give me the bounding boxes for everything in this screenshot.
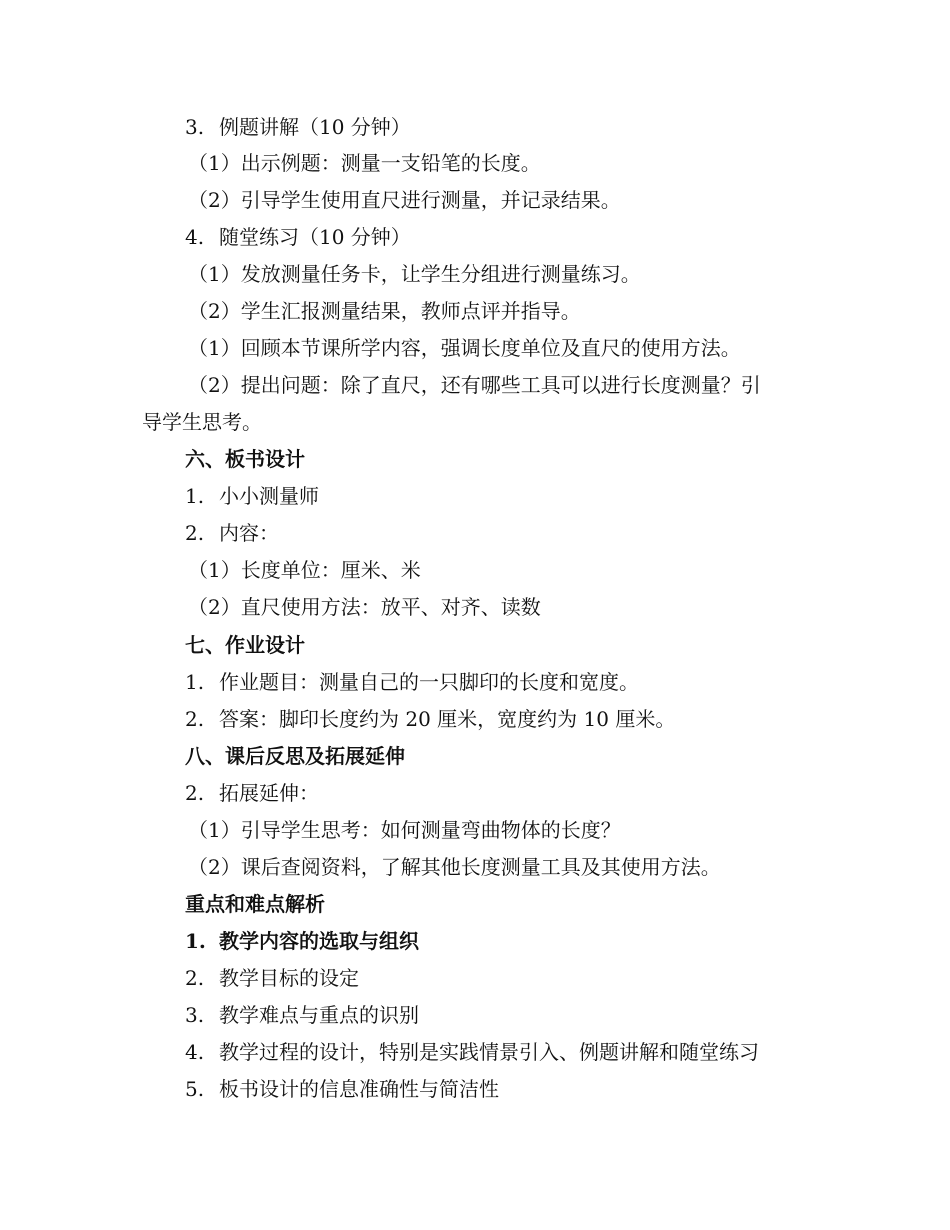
sub-item-continuation: 导学生思考。: [142, 410, 262, 434]
list-item: [185, 1002, 419, 1028]
list-item: [185, 780, 319, 806]
sub-item: （2）学生汇报测量结果，教师点评并指导。: [188, 299, 581, 323]
list-item: [185, 224, 411, 250]
sub-item: （1）回顾本节课所学内容，强调长度单位及直尺的使用方法。: [188, 336, 741, 360]
sub-item: （1）出示例题：测量一支铅笔的长度。: [188, 151, 541, 175]
section-heading: 重点和难点解析: [185, 892, 325, 916]
item-number: 2.: [185, 781, 205, 805]
list-item: [185, 669, 639, 695]
item-text: 小小测量师: [219, 484, 319, 508]
item-text: 例题讲解（10 分钟）: [219, 115, 411, 139]
item-number: 2.: [185, 966, 205, 990]
sub-item: （2）引导学生使用直尺进行测量，并记录结果。: [188, 188, 621, 212]
item-number: 3.: [185, 1003, 205, 1027]
item-text: 教学目标的设定: [219, 966, 359, 990]
item-text: 作业题目：测量自己的一只脚印的长度和宽度。: [219, 670, 639, 694]
item-text: 教学过程的设计，特别是实践情景引入、例题讲解和随堂练习: [219, 1040, 759, 1064]
item-text: 教学难点与重点的识别: [219, 1003, 419, 1027]
item-number: 1.: [185, 484, 205, 508]
item-number: 2.: [185, 521, 205, 545]
list-item: [185, 965, 359, 991]
sub-item: （1）引导学生思考：如何测量弯曲物体的长度？: [188, 818, 621, 842]
item-text: 答案：脚印长度约为 20 厘米，宽度约为 10 厘米。: [219, 707, 676, 731]
item-number: 4.: [185, 225, 205, 249]
sub-item: （2）课后查阅资料，了解其他长度测量工具及其使用方法。: [188, 855, 721, 879]
list-item: [185, 520, 279, 546]
item-text: 拓展延伸：: [219, 781, 319, 805]
list-item: [185, 706, 675, 732]
sub-item: （1）发放测量任务卡，让学生分组进行测量练习。: [188, 262, 641, 286]
list-item: [185, 1039, 759, 1065]
section-heading: 六、板书设计: [185, 447, 305, 471]
item-text: 随堂练习（10 分钟）: [219, 225, 411, 249]
sub-item: （2）提出问题：除了直尺，还有哪些工具可以进行长度测量？引: [188, 373, 761, 397]
item-text: 板书设计的信息准确性与简洁性: [219, 1077, 499, 1101]
item-number: 3.: [185, 115, 205, 139]
item-number: 2.: [185, 707, 205, 731]
list-item: [185, 483, 319, 509]
sub-item: （1）长度单位：厘米、米: [188, 558, 421, 582]
item-text: 教学内容的选取与组织: [219, 929, 419, 953]
item-number: 5.: [185, 1077, 205, 1101]
item-number: 1.: [185, 670, 205, 694]
list-item-bold: [185, 928, 419, 954]
item-text: 内容：: [219, 521, 279, 545]
item-number: 1.: [185, 929, 206, 953]
section-heading: 八、课后反思及拓展延伸: [185, 744, 405, 768]
list-item: [185, 114, 411, 140]
section-heading: 七、作业设计: [185, 633, 305, 657]
sub-item: （2）直尺使用方法：放平、对齐、读数: [188, 595, 541, 619]
item-number: 4.: [185, 1040, 205, 1064]
list-item: [185, 1076, 499, 1102]
